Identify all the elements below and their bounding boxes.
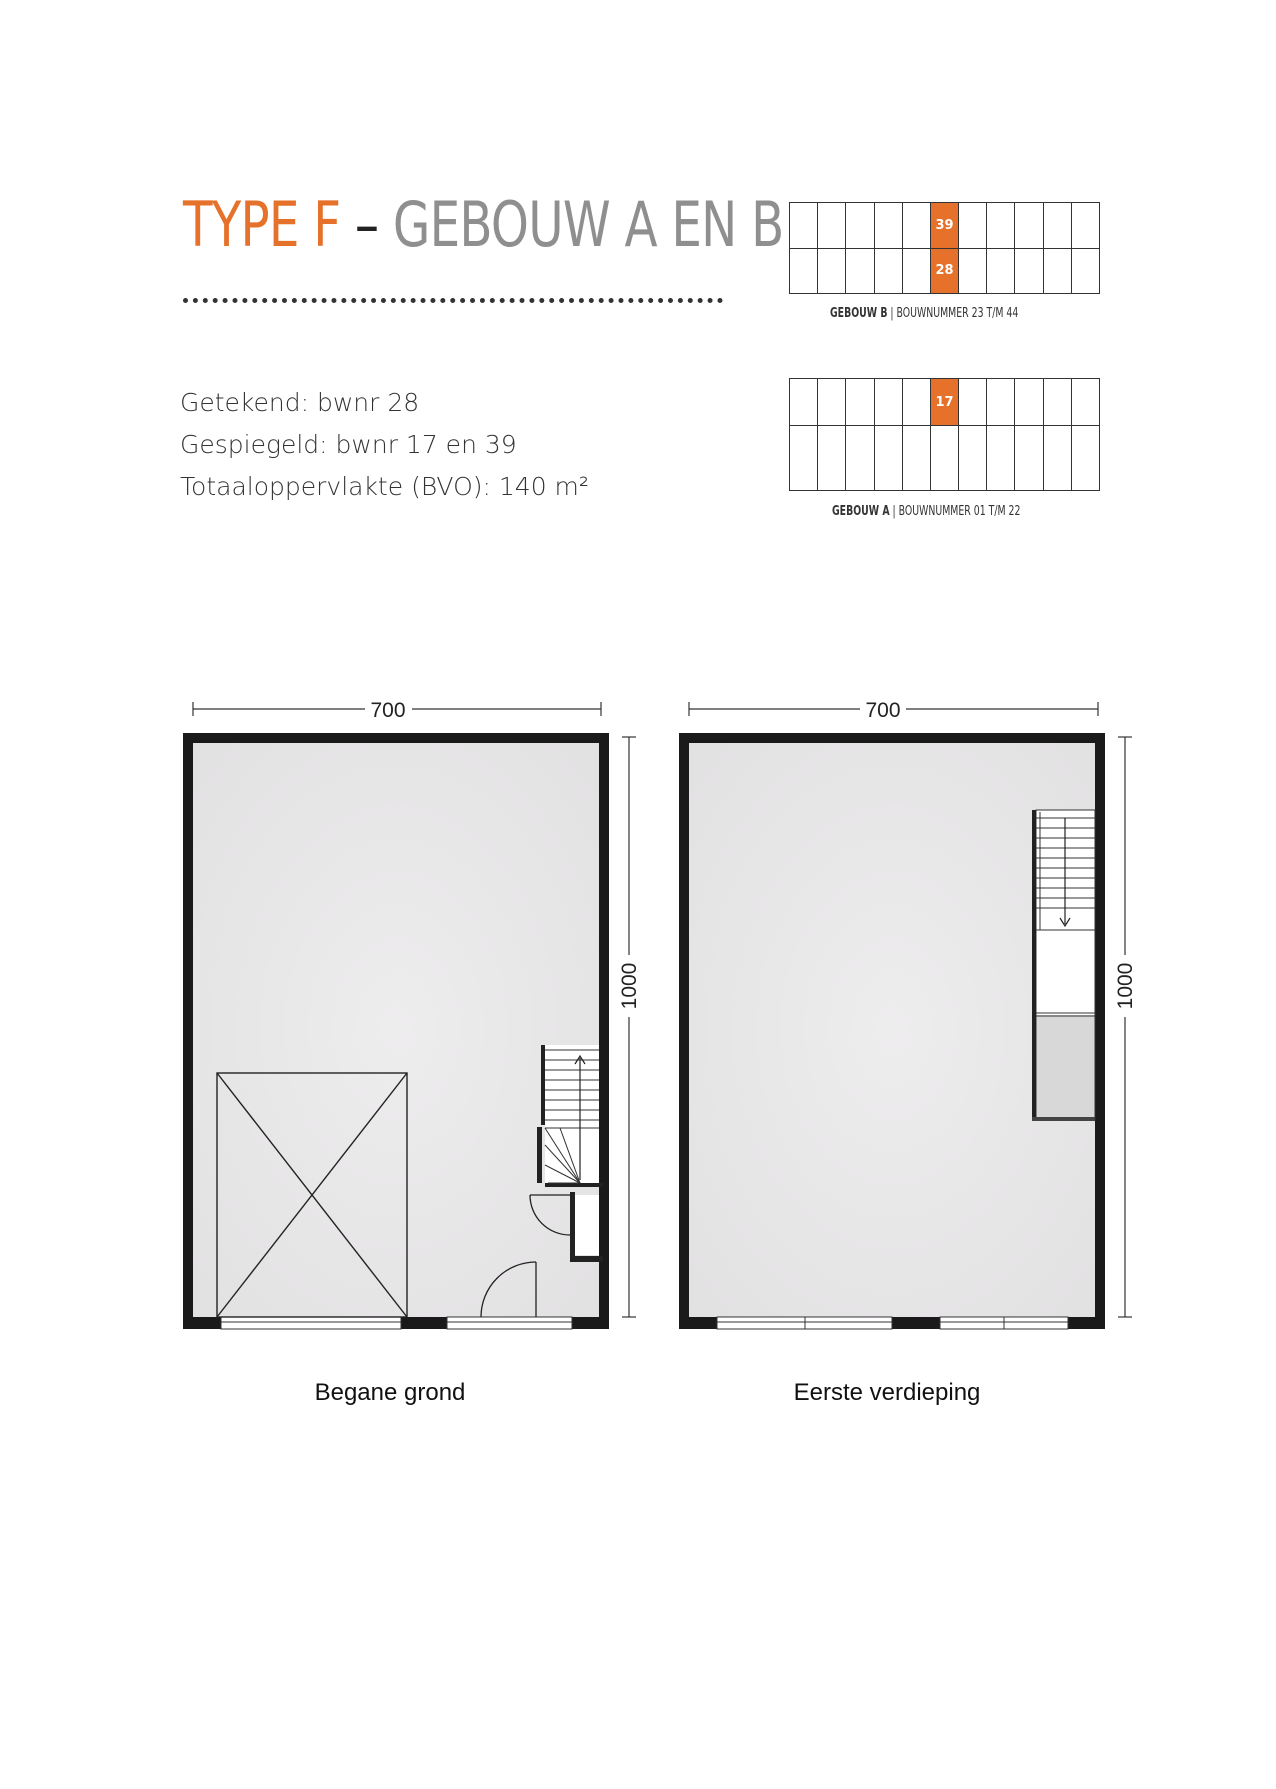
first-window-left xyxy=(717,1317,892,1329)
garage-door xyxy=(221,1317,401,1329)
title-dash: – xyxy=(354,188,379,261)
caption-building-a: GEBOUW A xyxy=(832,504,890,519)
first-floor-plan xyxy=(679,699,1137,1329)
first-width-label: 700 xyxy=(865,699,901,722)
ground-floor-label: Begane grond xyxy=(314,1379,466,1406)
ground-depth-dimension xyxy=(622,737,636,1317)
first-staircase xyxy=(1032,810,1095,1121)
caption-building-a-range: | BOUWNUMMER 01 T/M 22 xyxy=(889,504,1021,519)
area-line: Totaaloppervlakte (BVO): 140 m² xyxy=(180,472,589,501)
front-door-opening xyxy=(447,1317,572,1329)
key-map-cell-highlighted: 28 xyxy=(931,249,959,295)
mirrored-line: Gespiegeld: bwnr 17 en 39 xyxy=(180,430,517,459)
caption-building-b-range: | BOUWNUMMER 23 T/M 44 xyxy=(887,306,1019,321)
first-window-right xyxy=(940,1317,1068,1329)
key-map-cell-highlighted: 17 xyxy=(931,379,959,426)
ground-depth-label: 1000 xyxy=(618,962,641,1010)
drawn-line: Getekend: bwnr 28 xyxy=(180,388,420,417)
ground-width-label: 700 xyxy=(370,699,406,722)
caption-building-b: GEBOUW B xyxy=(830,306,888,321)
first-floor-label: Eerste verdieping xyxy=(793,1379,981,1406)
first-depth-dimension xyxy=(1118,737,1132,1317)
ground-floor-area xyxy=(188,738,604,1320)
first-depth-label: 1000 xyxy=(1114,962,1137,1010)
ground-staircase xyxy=(537,1045,603,1187)
type-label: TYPE F xyxy=(183,188,341,261)
ground-floor-plan xyxy=(183,699,641,1329)
key-map-cell-highlighted: 39 xyxy=(931,203,959,249)
building-label: GEBOUW A EN B xyxy=(392,188,784,261)
